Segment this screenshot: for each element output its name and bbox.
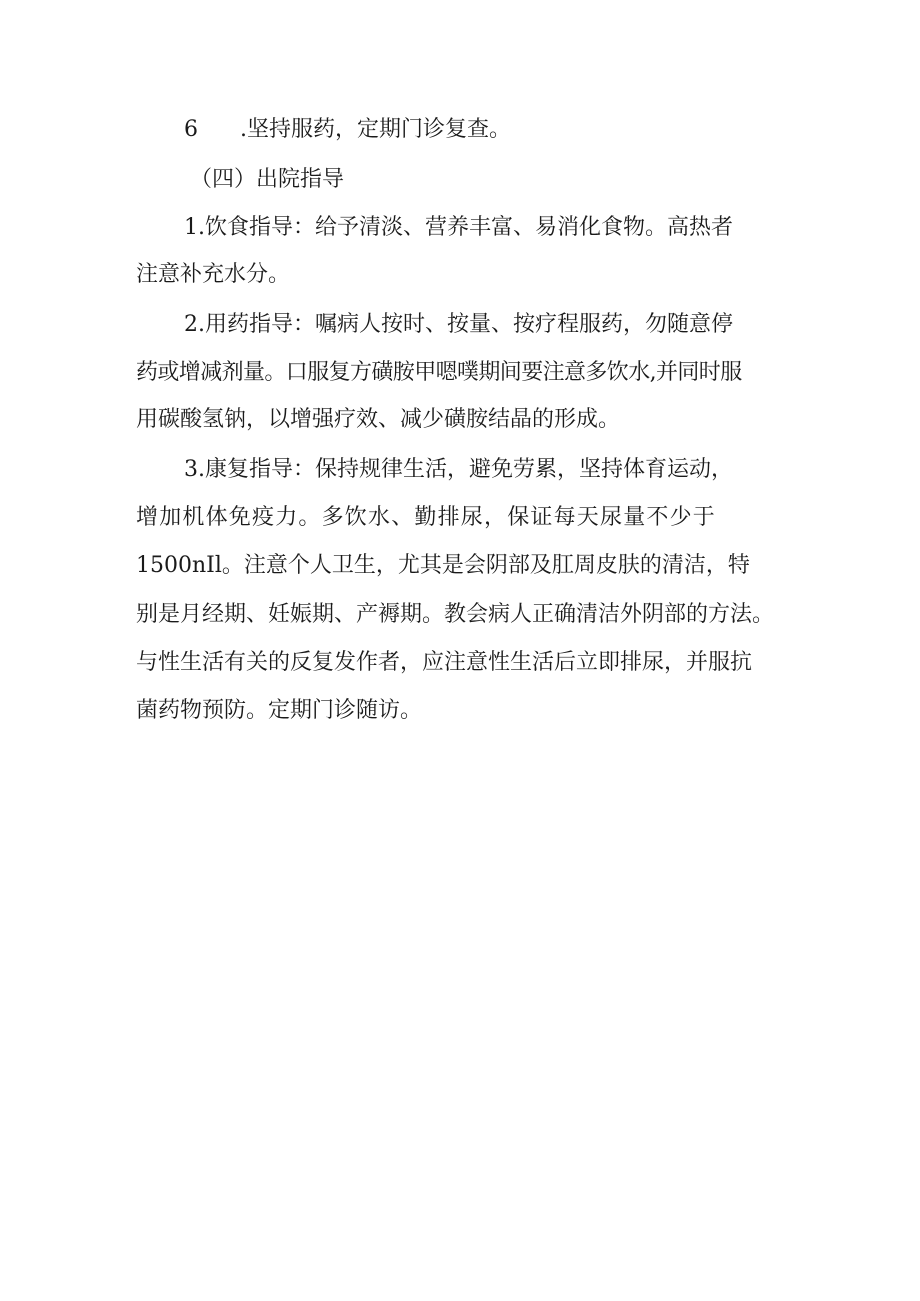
section-heading: （四）出院指导 [190,167,345,192]
paragraph-rehab-line-6: 菌药物预防。定期门诊随访。 [136,698,423,723]
paragraph-medication-line-3: 用碳酸氢钠，以增强疗效、减少磺胺结晶的形成。 [136,407,621,432]
paragraph-medication-line-1: 2.用药指导：嘱病人按时、按量、按疗程服药，勿随意停 [184,312,733,337]
paragraph-rehab-line-2: 增加机体免疫力。多饮水、勤排尿，保证每天尿量不少于 [136,505,717,530]
paragraph-rehab-line-3: 1500nIl。注意个人卫生，尤其是会阴部及肛周皮肤的清洁，特 [136,553,750,578]
paragraph-rehab-line-4: 别是月经期、妊娠期、产褥期。教会病人正确清洁外阴部的方法。 [136,602,775,627]
paragraph-rehab-line-5: 与性生活有关的反复发作者，应注意性生活后立即排尿，并服抗 [136,650,753,675]
item-number: 6 [184,117,198,142]
paragraph-medication-line-2: 药或增减剂量。口服复方磺胺甲嗯噗期间要注意多饮水,并同时服 [136,360,742,385]
list-item-6 [184,115,511,145]
item-text: .坚持服药，定期门诊复查。 [240,117,511,142]
paragraph-rehab-line-1: 3.康复指导：保持规律生活，避免劳累，坚持体育运动， [184,457,733,482]
paragraph-diet-line-2: 注意补充水分。 [136,262,291,287]
paragraph-diet-line-1: 1.饮食指导：给予清淡、营养丰富、易消化食物。高热者 [184,215,733,240]
